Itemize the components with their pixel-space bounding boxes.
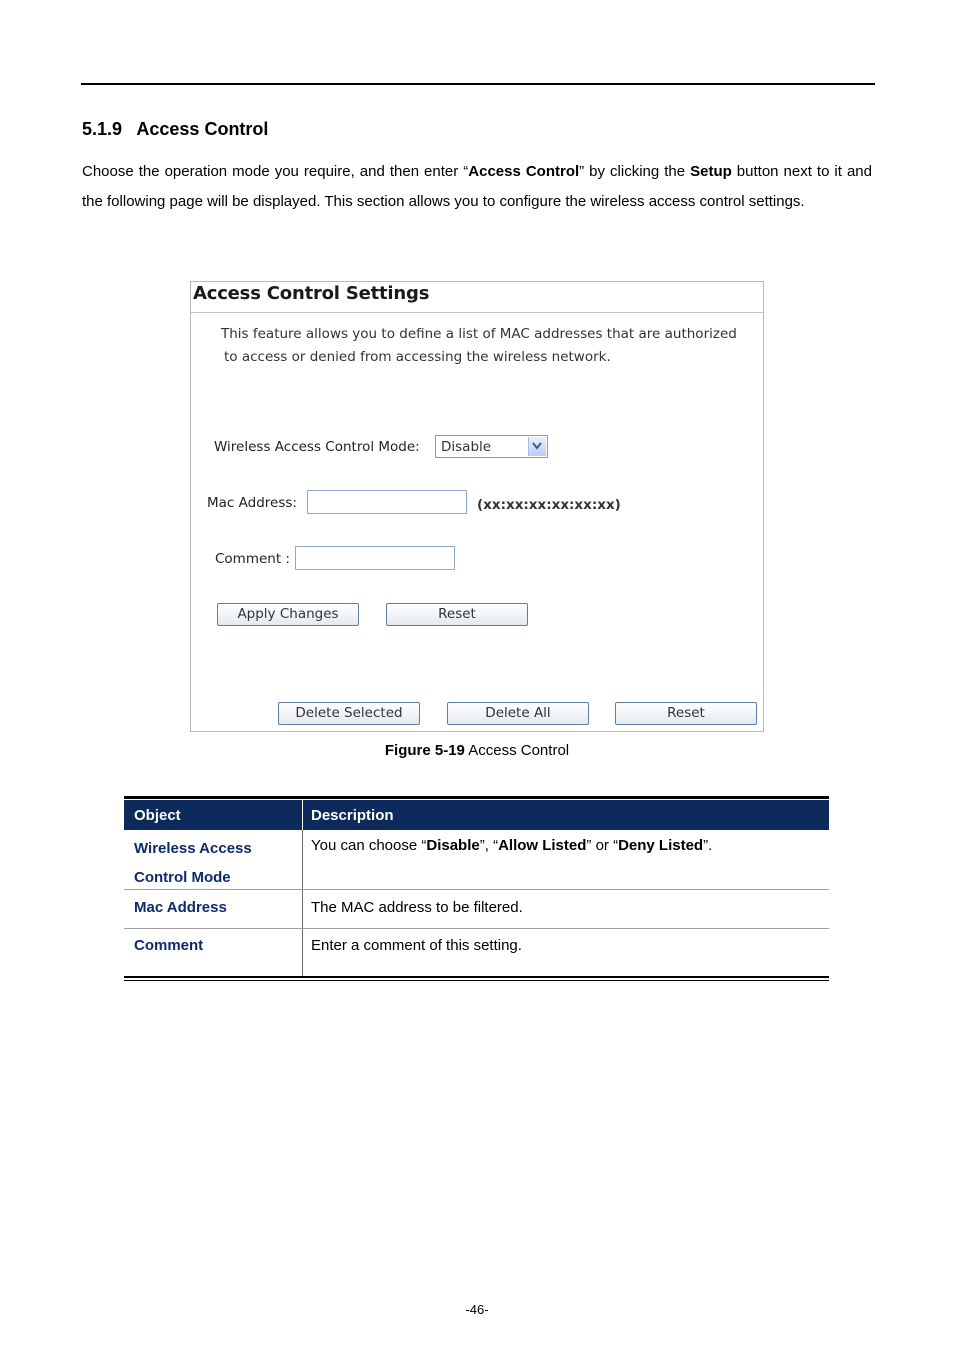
row-divider (124, 928, 829, 929)
table-bottom-rule (124, 976, 829, 978)
desc-bold: Disable (426, 837, 480, 854)
section-title: Access Control (136, 119, 269, 139)
settings-description (221, 323, 741, 369)
access-control-mode-select[interactable] (435, 435, 548, 458)
intro-text-3: button next to it and the following page will be displayed. This section allows you to configure the wireless access control settings. (82, 163, 872, 210)
settings-title: Access Control Settings (193, 283, 430, 304)
mode-label: Wireless Access Control Mode: (214, 439, 420, 455)
apply-changes-button[interactable]: Apply Changes (217, 603, 359, 626)
intro-bold-setup: Setup (690, 163, 732, 180)
mac-format-hint: (xx:xx:xx:xx:xx:xx) (477, 497, 621, 513)
access-control-screenshot (190, 281, 764, 732)
reset-button[interactable]: Reset (386, 603, 528, 626)
table-header (124, 800, 829, 830)
desc-text: ”. (703, 837, 713, 854)
header-rule (81, 83, 875, 85)
table-row-object: Mac Address (134, 899, 227, 916)
mac-address-label: Mac Address: (207, 495, 297, 511)
table-bottom-rule-2 (124, 980, 829, 981)
description-line-1: This feature allows you to define a list of MAC addresses that are authorized (221, 326, 737, 342)
intro-text-1: Choose the operation mode you require, and then enter “ (82, 163, 469, 180)
table-row-description (311, 837, 712, 854)
comment-input[interactable] (295, 546, 455, 570)
desc-text: ”, “ (479, 837, 499, 854)
header-description: Description (311, 807, 394, 824)
delete-selected-button[interactable]: Delete Selected (278, 702, 420, 725)
row-divider (124, 889, 829, 890)
header-column-divider (302, 800, 303, 830)
desc-text: ” or “ (586, 837, 619, 854)
figure-label: Figure 5-19 (384, 742, 465, 759)
figure-caption (0, 742, 954, 759)
object-line-1: Wireless Access (134, 840, 252, 857)
chevron-down-icon[interactable] (528, 437, 546, 456)
page-number: -46- (465, 1302, 489, 1317)
table-row-description: The MAC address to be filtered. (311, 899, 523, 916)
intro-text-2: ” by clicking the (579, 163, 691, 180)
section-number: 5.1.9 (82, 119, 123, 139)
header-object: Object (134, 807, 181, 824)
title-divider (191, 312, 763, 313)
section-heading (82, 119, 268, 140)
table-row-object (134, 834, 252, 892)
intro-bold-access-control: Access Control (468, 163, 580, 180)
table-row-object: Comment (134, 937, 204, 954)
desc-text: You can choose “ (311, 837, 427, 854)
comment-label: Comment : (215, 551, 290, 567)
delete-all-button[interactable]: Delete All (447, 702, 589, 725)
figure-text: Access Control (464, 742, 570, 759)
table-row-description: Enter a comment of this setting. (311, 937, 522, 954)
desc-bold: Deny Listed (618, 837, 704, 854)
desc-bold: Allow Listed (498, 837, 587, 854)
table-top-rule (124, 796, 829, 799)
reset-list-button[interactable]: Reset (615, 702, 757, 725)
mode-selected-value: Disable (441, 439, 492, 455)
mac-address-input[interactable] (307, 490, 467, 514)
object-line-2: Control Mode (134, 869, 231, 886)
intro-paragraph (82, 157, 872, 216)
description-line-2: to access or denied from accessing the wireless network. (224, 349, 611, 365)
